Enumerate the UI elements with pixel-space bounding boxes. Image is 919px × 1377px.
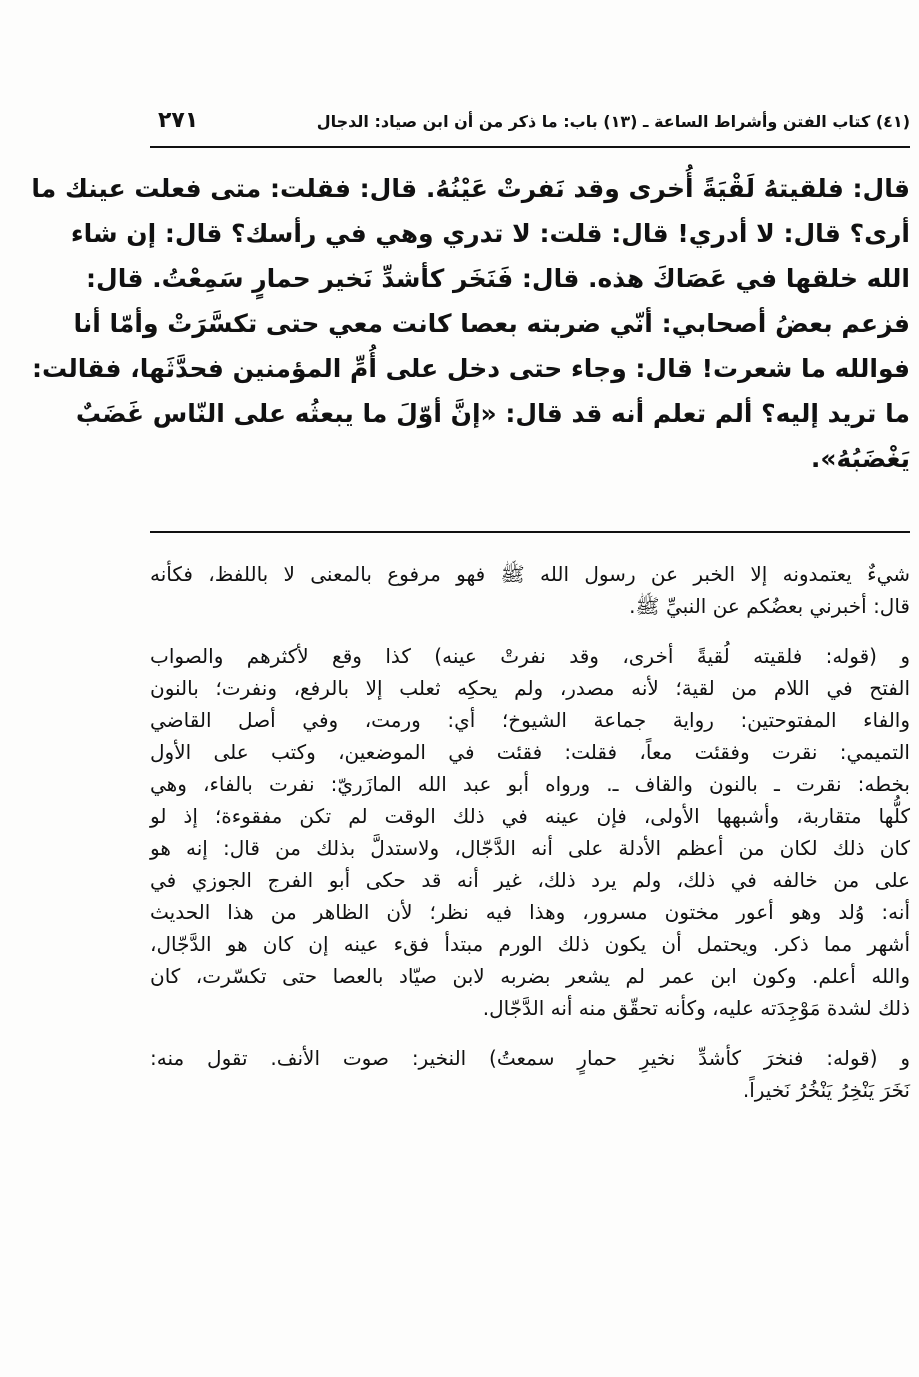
commentary-line: كان ذلك لكان من أعظم الأدلة على أنه الدَّجّال، ولاستدلَّ بذلك من قال: إنه هو bbox=[150, 836, 910, 860]
commentary-line: نَخَرَ يَنْخِرُ يَنْخُرُ نَخيراً. bbox=[742, 1078, 910, 1102]
commentary-line: و (قوله: فلقيته لُقيةً أخرى، وقد نفرتْ عينه) كذا وقع لأكثرهم والصواب bbox=[150, 644, 910, 668]
hadith-line: الله خلقها في عَصَاكَ هذه. قال: فَنَخَر كأشدِّ نَخير حمارٍ سَمِعْتُ. قال: bbox=[86, 264, 910, 293]
commentary-line: أنه: وُلد وهو أعور مختون مسرور، وهذا فيه نظر؛ لأن الظاهر من هذا الحديث bbox=[150, 900, 910, 924]
commentary-line: و (قوله: فنخرَ كأشدِّ نخيرِ حمارٍ سمعتُ) النخير: صوت الأنف. تقول منه: bbox=[150, 1046, 910, 1070]
commentary-paragraph bbox=[150, 558, 910, 622]
commentary-line: كلُّها متقاربة، وأشبهها الأولى، فإن عينه في ذلك الوقت لم تكن مفقوءة؛ إذ لو bbox=[150, 804, 910, 828]
commentary-line: والفاء المفتوحتين: رواية جماعة الشيوخ؛ أي: ورمت، وفي أصل القاضي bbox=[150, 708, 910, 732]
commentary-line: بخطه: نقرت ـ بالنون والقاف ـ. ورواه أبو عبد الله المازَريّ: نفرت بالفاء، وهي bbox=[150, 772, 910, 796]
commentary-line: على من خالفه في ذلك، ولم يرد ذلك، غير أنه قد حكى أبو الفرج الجوزي في bbox=[150, 868, 910, 892]
hadith-line: يَغْضَبُهُ». bbox=[810, 444, 910, 473]
commentary-paragraph bbox=[150, 640, 910, 1024]
commentary-line: أشهر مما ذكر. ويحتمل أن يكون ذلك الورم مبتدأ فقء عينه إن كان هو الدَّجّال، bbox=[150, 932, 910, 956]
hadith-line: أرى؟ قال: لا أدري! قال: قلت: لا تدري وهي في رأسك؟ قال: إن شاء bbox=[70, 219, 910, 248]
hadith-line: فزعم بعضُ أصحابي: أنّي ضربته بعصا كانت معي حتى تكسَّرَتْ وأمّا أنا bbox=[73, 309, 910, 338]
running-title: (٤١) كتاب الفتن وأشراط الساعة ـ (١٣) باب: ما ذكر من أن ابن صياد: الدجال bbox=[316, 112, 910, 131]
hadith-line: ما تريد إليه؟ ألم تعلم أنه قد قال: «إنَّ أوّلَ ما يبعثُه على النّاس غَضَبٌ bbox=[75, 399, 910, 428]
commentary-line: والله أعلم. وكون ابن عمر لم يشعر بضربه لابن صيّاد بالعصا حتى تكسّرت، كان bbox=[150, 964, 910, 988]
commentary-line: ذلك لشدة مَوْجِدَته عليه، وكأنه تحقّق منه أنه الدَّجّال. bbox=[482, 996, 910, 1020]
hadith-text bbox=[31, 166, 910, 481]
commentary-separator bbox=[150, 531, 910, 533]
page-header bbox=[150, 108, 910, 144]
hadith-line: فوالله ما شعرت! قال: وجاء حتى دخل على أُمِّ المؤمنين فحدَّثَها، فقالت: bbox=[31, 354, 910, 383]
commentary bbox=[150, 558, 910, 1124]
page-number: ٢٧١ bbox=[158, 108, 199, 133]
commentary-paragraph bbox=[150, 1042, 910, 1106]
commentary-line: التميمي: نقرت وفقئت معاً، فقلت: فقئت في الموضعين، وكتب على الأول bbox=[150, 740, 910, 764]
hadith-line: قال: فلقيتهُ لَقْيَةً أُخرى وقد نَفرتْ عَيْنُهُ. قال: فقلت: متى فعلت عينك ما bbox=[31, 174, 910, 203]
commentary-line: الفتح في اللام من لقية؛ لأنه مصدر، ولم يحكِه ثعلب إلا بالرفع، ونفرت؛ بالنون bbox=[150, 676, 910, 700]
commentary-line: قال: أخبرني بعضُكم عن النبيِّ ﷺ. bbox=[629, 594, 910, 618]
header-rule bbox=[150, 146, 910, 148]
commentary-line: شيءٌ يعتمدونه إلا الخبر عن رسول الله ﷺ فهو مرفوع بالمعنى لا باللفظ، فكأنه bbox=[150, 562, 910, 586]
